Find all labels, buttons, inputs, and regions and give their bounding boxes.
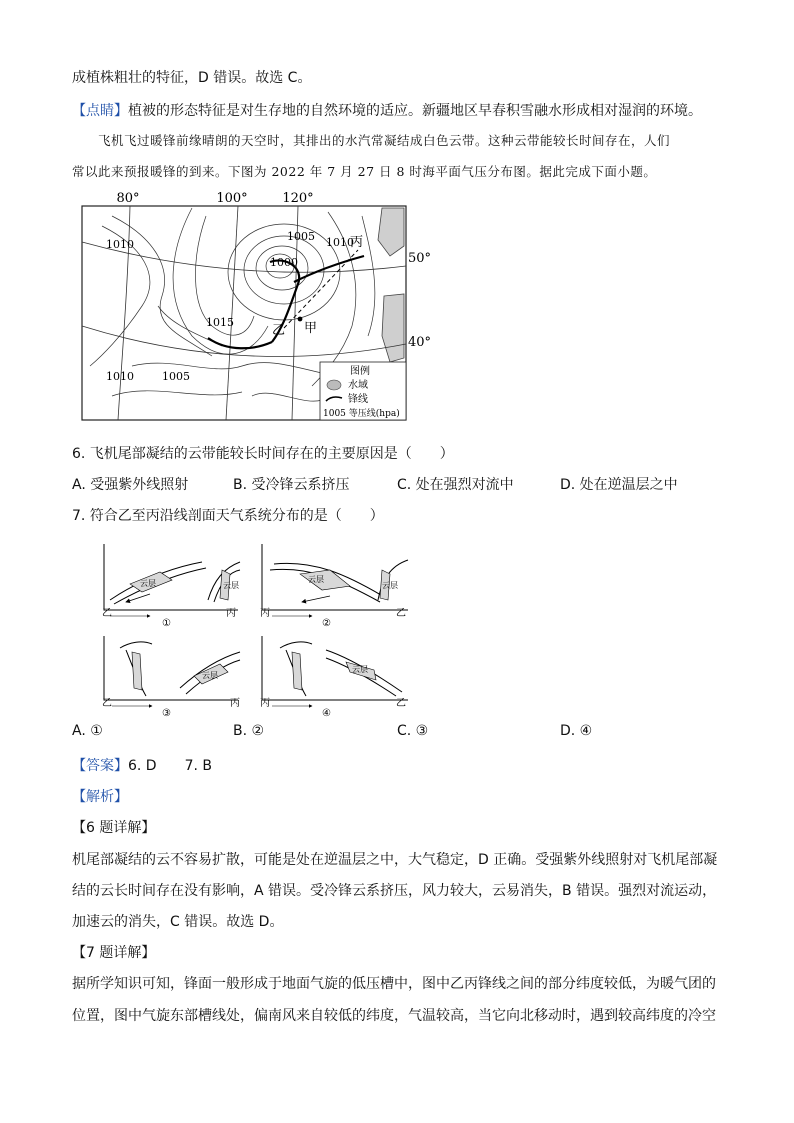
q7-option-b: B. ②	[233, 723, 265, 739]
legend-water-swatch	[327, 380, 341, 390]
q6-option-c: C. 处在强烈对流中	[397, 477, 514, 493]
d6-tag: 【6 题详解】	[72, 820, 156, 836]
cloud-label: 云层	[352, 665, 368, 674]
lat-label-40: 40°	[408, 335, 432, 350]
diagram-number: ①	[162, 618, 171, 629]
q7-section-diagrams	[90, 540, 420, 720]
point-jia-label: 甲	[304, 321, 318, 336]
dianjing-line	[72, 100, 702, 120]
intro-line-1: 飞机飞过暖锋前缘晴朗的天空时，其排出的水汽常凝结成白色云带。这种云带能较长时间存在，人们	[98, 133, 671, 148]
diagram-number: ③	[162, 708, 171, 719]
cloud-label: 云层	[223, 581, 239, 590]
lon-label-120: 120°	[282, 191, 314, 206]
d6-line-2: 结的云长时间存在没有影响，A 错误。受冷锋云系挤压，风力较大，云易消失，B 错误。强烈对流运动，	[72, 883, 717, 899]
isobar-label: 1010	[106, 238, 134, 251]
diagram-number: ④	[322, 708, 331, 719]
section-diagram-4	[260, 636, 408, 719]
legend-front-label: 锋线	[348, 394, 368, 405]
lat-label-50: 50°	[408, 251, 432, 266]
q7-option-a: A. ①	[72, 723, 103, 739]
q6-option-d: D. 处在逆温层之中	[560, 477, 678, 493]
section-diagram-1	[102, 544, 240, 629]
diagram-right-label: 丙	[226, 608, 236, 619]
pressure-map-figure	[72, 186, 442, 426]
cloud-label: 云层	[202, 671, 218, 680]
d6-line-3: 加速云的消失，C 错误。故选 D。	[72, 914, 284, 930]
cloud-label: 云层	[382, 581, 398, 590]
continued-text-line: 成植株粗壮的特征，D 错误。故选 C。	[72, 70, 312, 86]
cloud-label: 云层	[140, 579, 156, 588]
lon-label-80: 80°	[116, 191, 140, 206]
cloud-label: 云层	[308, 575, 324, 584]
isobar-label: 1010	[326, 236, 354, 249]
diagram-left-label: 乙	[102, 608, 112, 619]
diagram-left-label: 丙	[260, 608, 270, 619]
point-bing-label: 丙	[350, 235, 364, 250]
answer-text: 6. D 7. B	[128, 758, 212, 774]
d7-line-2: 位置，图中气旋东部槽线处，偏南风来自较低的纬度，气温较高，当它向北移动时，遇到较高纬度的冷空	[72, 1008, 716, 1024]
answer-tag: 【答案】	[72, 758, 128, 774]
q6-option-b: B. 受冷锋云系挤压	[233, 477, 350, 493]
answer-line	[72, 755, 212, 775]
point-jia-dot	[298, 317, 303, 322]
q7-stem: 7. 符合乙至丙沿线剖面天气系统分布的是（ ）	[72, 508, 384, 524]
q7-option-c: C. ③	[397, 723, 429, 739]
isobar-label: 1010	[106, 370, 134, 383]
d7-tag: 【7 题详解】	[72, 945, 156, 961]
analysis-tag: 【解析】	[72, 789, 128, 805]
d6-line-1: 机尾部凝结的云不容易扩散，可能是处在逆温层之中，大气稳定，D 正确。受强紫外线照射对飞机尾部凝	[72, 852, 718, 868]
d7-line-1: 据所学知识可知，锋面一般形成于地面气旋的低压槽中，图中乙丙锋线之间的部分纬度较低，为暖气团的	[72, 976, 716, 992]
diagram-right-label: 乙	[396, 698, 406, 709]
lon-label-100: 100°	[216, 191, 248, 206]
section-diagram-2	[260, 544, 408, 629]
dianjing-tag: 【点睛】	[72, 103, 128, 119]
isobar-label: 1005	[162, 370, 190, 383]
q6-option-a: A. 受强紫外线照射	[72, 477, 189, 493]
diagram-left-label: 乙	[102, 698, 112, 709]
legend-title: 图例	[350, 366, 370, 377]
isobar-label: 1005	[287, 230, 315, 243]
section-diagram-3	[102, 636, 240, 719]
diagram-number: ②	[322, 618, 331, 629]
dianjing-text: 植被的形态特征是对生存地的自然环境的适应。新疆地区早春积雪融水形成相对湿润的环境。	[128, 103, 702, 119]
legend-isobar-label: 1005 等压线(hpa)	[323, 409, 400, 419]
point-yi-label: 乙	[272, 323, 286, 338]
isobar-label: 1015	[206, 316, 234, 329]
q7-option-d: D. ④	[560, 723, 593, 739]
diagram-left-label: 丙	[260, 698, 270, 709]
legend-water-label: 水域	[348, 380, 368, 391]
q6-stem: 6. 飞机尾部凝结的云带能较长时间存在的主要原因是（ ）	[72, 446, 454, 462]
isobar-label: 1000	[270, 256, 298, 269]
diagram-right-label: 乙	[396, 608, 406, 619]
intro-line-2: 常以此来预报暖锋的到来。下图为 2022 年 7 月 27 日 8 时海平面气压分布图。据此完成下面小题。	[72, 164, 657, 179]
diagram-right-label: 丙	[230, 698, 240, 709]
map-legend	[320, 362, 406, 420]
